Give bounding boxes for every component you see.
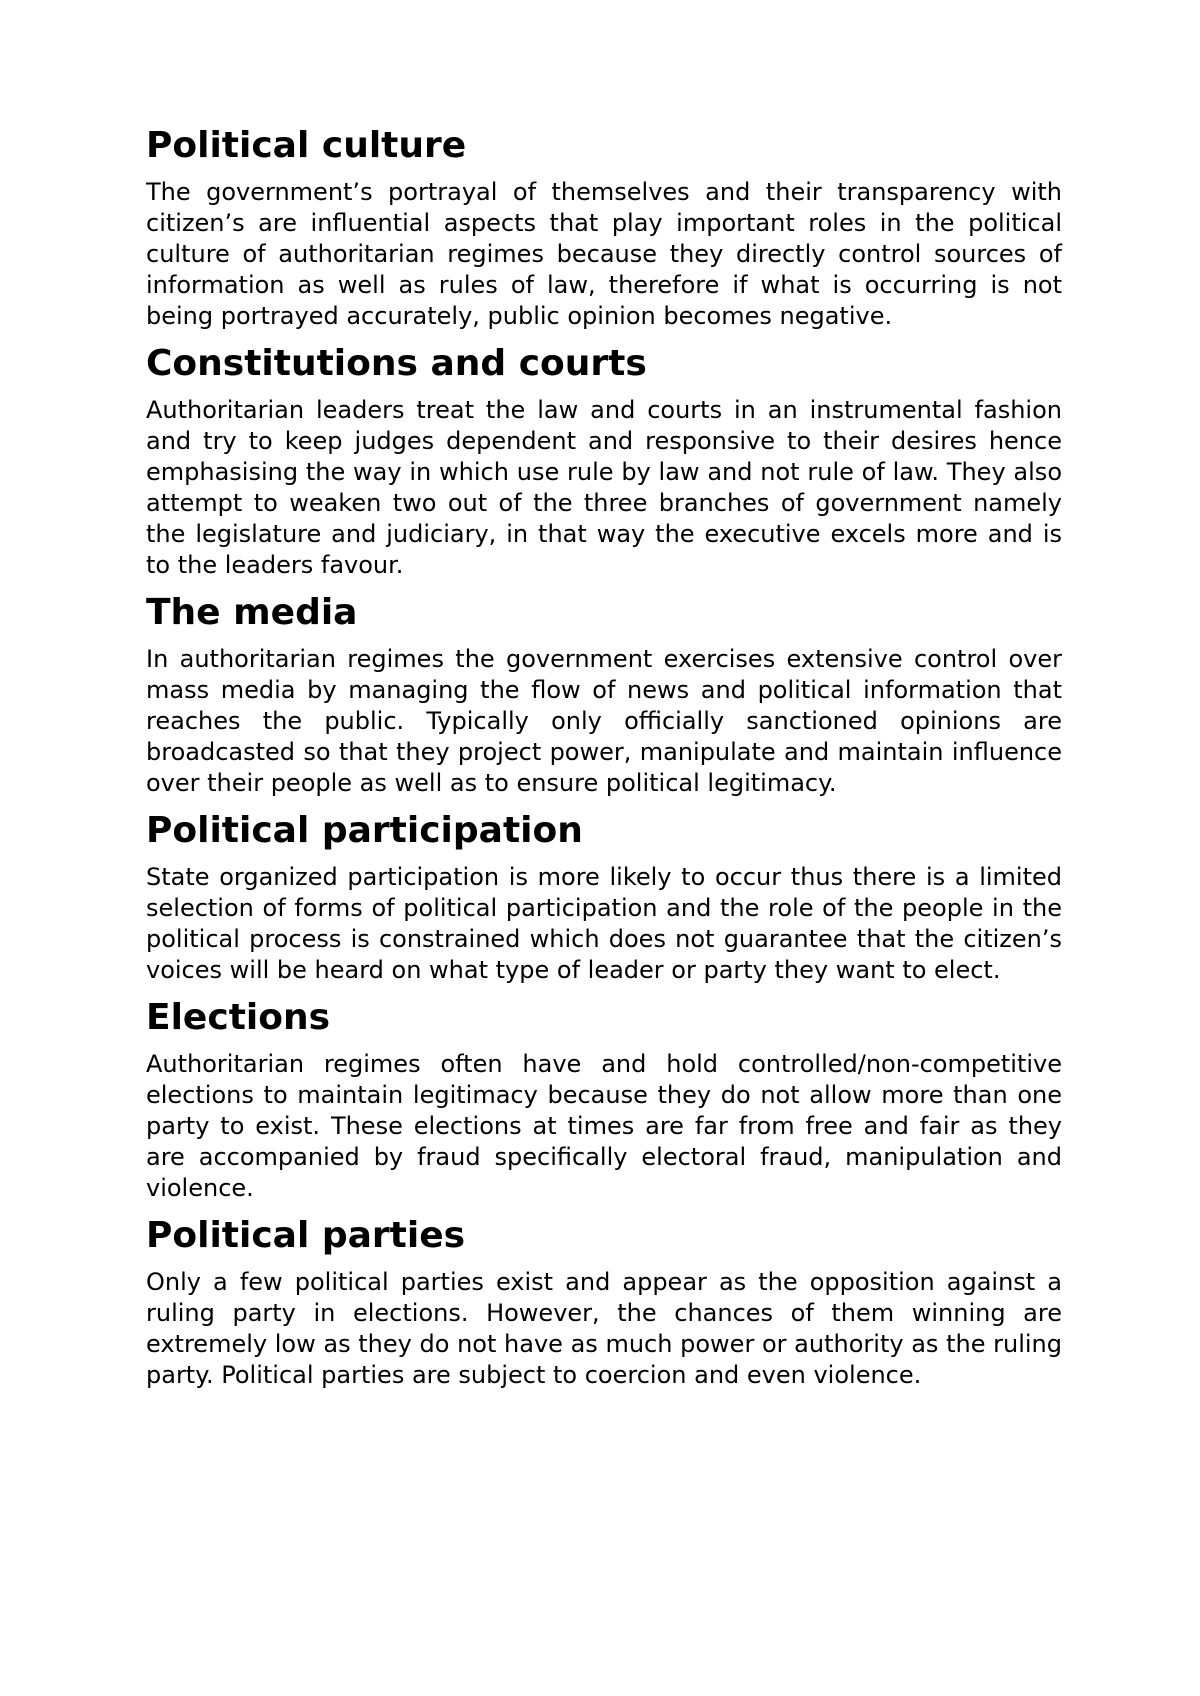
section-political-participation bbox=[146, 810, 1062, 986]
section-paragraph: Only a few political parties exist and appear as the opposition against a ruling party in elections. However, the chances of them winning are extremely low as they do not have as much power or authority as the ruling party. Political parties are subject to coercion and even violence. bbox=[146, 1268, 1062, 1389]
section-paragraph: State organized participation is more likely to occur thus there is a limited selection of forms of political participation and the role of the people in the political process is constrained which does not guarantee that the citizen’s voices will be heard on what type of leader or party they want to elect. bbox=[146, 863, 1062, 984]
section-heading: Political parties bbox=[146, 1215, 466, 1256]
section-heading: Political participation bbox=[146, 810, 583, 851]
section-elections bbox=[146, 997, 1062, 1204]
section-constitutions-and-courts bbox=[146, 343, 1062, 581]
section-paragraph: Authoritarian regimes often have and hold controlled/non-competitive elections to maintain legitimacy because they do not allow more than one party to exist. These elections at times are far from free and fair as they are accompanied by fraud specifically electoral fraud, manipulation and violence. bbox=[146, 1050, 1062, 1202]
section-political-culture bbox=[146, 125, 1062, 332]
section-the-media bbox=[146, 592, 1062, 799]
section-heading: Constitutions and courts bbox=[146, 343, 647, 384]
document-page bbox=[146, 125, 1062, 1407]
section-political-parties bbox=[146, 1215, 1062, 1391]
section-heading: Political culture bbox=[146, 125, 467, 166]
section-paragraph: In authoritarian regimes the government exercises extensive control over mass media by managing the flow of news and political information that reaches the public. Typically only officially sanctioned opinions are broadcasted so that they project power, manipulate and maintain influence over their people as well as to ensure political legitimacy. bbox=[146, 645, 1062, 797]
section-heading: Elections bbox=[146, 997, 331, 1038]
section-heading: The media bbox=[146, 592, 358, 633]
section-paragraph: The government’s portrayal of themselves and their transparency with citizen’s are influential aspects that play important roles in the political culture of authoritarian regimes because they directly control sources of information as well as rules of law, therefore if what is occurring is not being portrayed accurately, public opinion becomes negative. bbox=[146, 178, 1062, 330]
section-paragraph: Authoritarian leaders treat the law and courts in an instrumental fashion and try to keep judges dependent and responsive to their desires hence emphasising the way in which use rule by law and not rule of law. They also attempt to weaken two out of the three branches of government namely the legislature and judiciary, in that way the executive excels more and is to the leaders favour. bbox=[146, 396, 1062, 579]
